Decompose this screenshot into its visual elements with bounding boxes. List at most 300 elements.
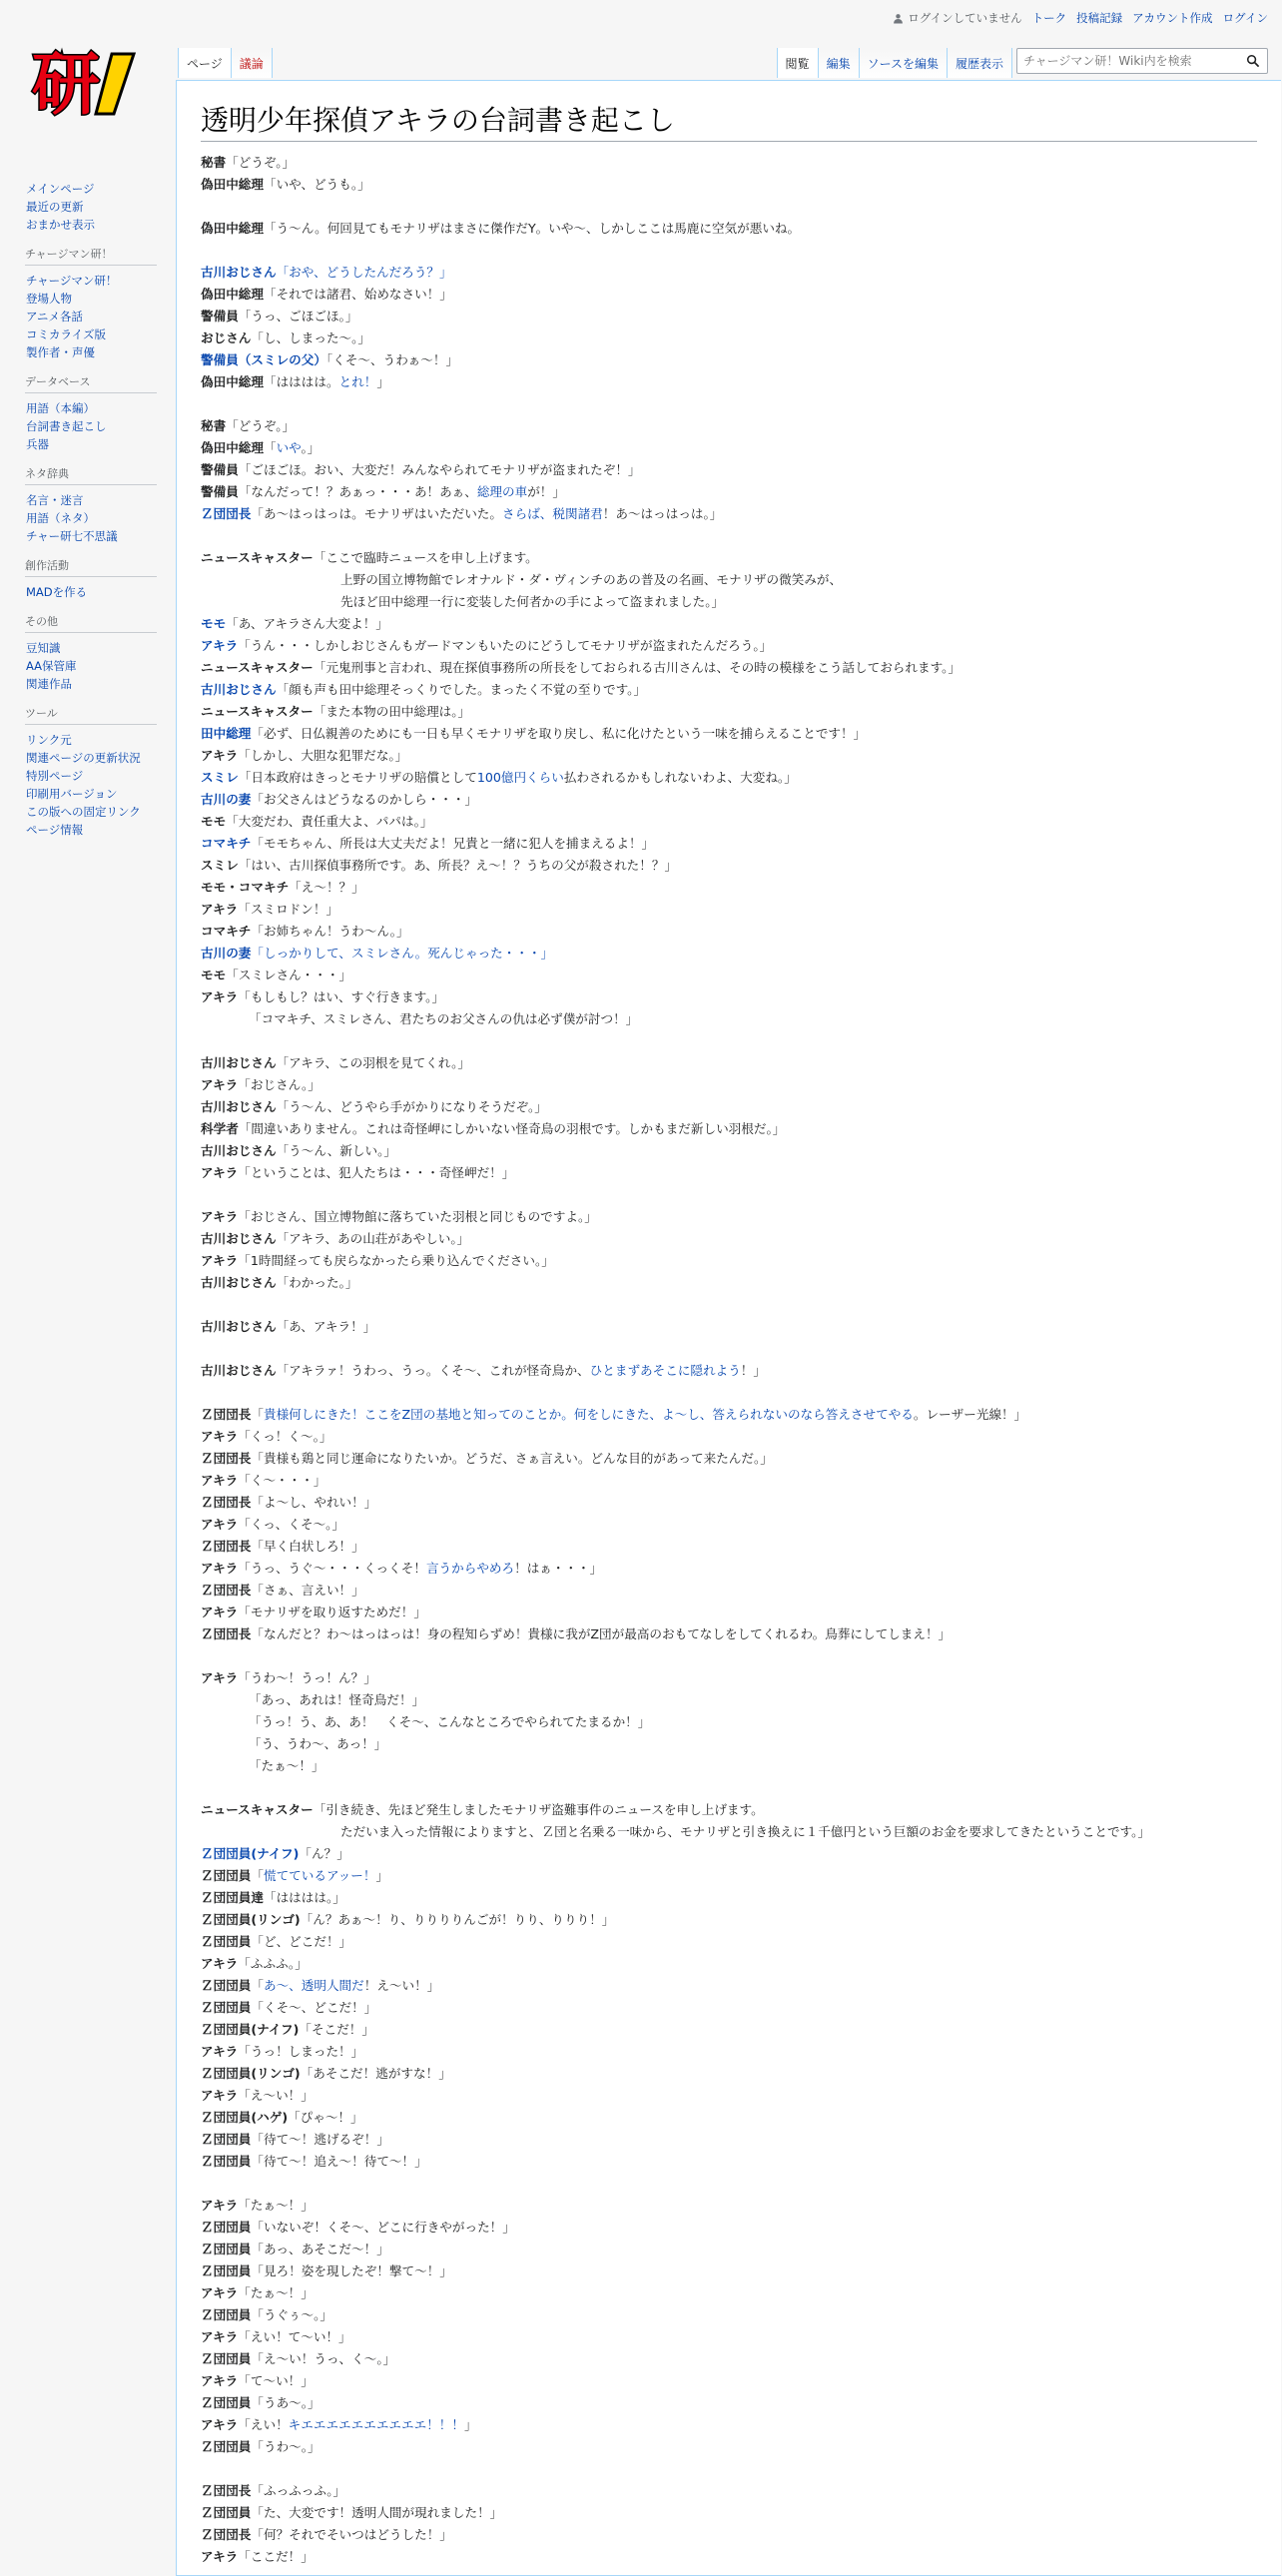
blank-line [201, 2458, 1257, 2480]
sidebar-item-label[interactable]: 印刷用バージョン [26, 787, 118, 801]
line-text: 「くっ！く～。」 [238, 1429, 332, 1444]
sidebar-item[interactable] [26, 639, 176, 657]
sidebar-item-label[interactable]: チャージマン研！ [26, 274, 118, 288]
speaker: アキラ [201, 1517, 239, 1532]
speaker: アキラ [201, 1165, 239, 1180]
search-input[interactable] [1017, 54, 1246, 68]
sidebar-item-label[interactable]: 登場人物 [26, 292, 72, 306]
dialogue-line [201, 2217, 1257, 2239]
dialogue-line [201, 1492, 1257, 1514]
sidebar-item[interactable] [26, 325, 176, 343]
sidebar-item[interactable] [26, 343, 176, 361]
dialogue-line [201, 1909, 1257, 1931]
search-box[interactable] [1016, 48, 1268, 74]
dialogue-line [201, 481, 1257, 503]
sidebar-item[interactable] [26, 767, 176, 785]
speaker: Ｚ団団員 [201, 1978, 252, 1993]
speaker: 偽田中総理 [201, 287, 264, 302]
content-area [176, 80, 1281, 2576]
speaker: 偽田中総理 [201, 221, 264, 236]
sidebar-item-label[interactable]: 関連ページの更新状況 [26, 751, 141, 765]
sidebar-portal [26, 705, 176, 839]
dialogue-line [201, 1096, 1257, 1118]
blank-line [201, 1777, 1257, 1799]
speaker: ニュースキャスター [201, 1802, 314, 1817]
line-text: 「たぁ～！」 [238, 2198, 314, 2213]
sidebar-item[interactable] [26, 435, 176, 453]
blank-line [201, 1294, 1257, 1316]
sidebar-item-label[interactable]: 用語（本編） [26, 401, 95, 415]
dialogue-line [201, 152, 1257, 174]
sidebar [0, 180, 176, 851]
line-text: 「え～い！うっ、く～。」 [251, 2351, 396, 2366]
line-text: 「待て～！追え～！待て～！」 [251, 2154, 427, 2169]
sidebar-heading: チャージマン研！ [25, 246, 157, 266]
blank-line [201, 1338, 1257, 1360]
contributions-link[interactable]: 投稿記録 [1076, 11, 1123, 25]
sidebar-heading: ツール [25, 705, 157, 725]
sidebar-item-label[interactable]: MADを作る [26, 585, 88, 599]
line-text: 「日本政府はきっとモナリザの賠償として [238, 770, 477, 785]
speaker: 偽田中総理 [201, 374, 264, 389]
sidebar-item[interactable] [26, 308, 176, 325]
speaker: Ｚ団団員 [201, 2505, 252, 2520]
line-text: 「早く白状しろ！」 [251, 1539, 364, 1554]
line-text: 「たぁ～！」 [249, 1758, 324, 1773]
line-text-tail: が！」 [527, 484, 565, 499]
dialogue-line [201, 1931, 1257, 1953]
speaker: Ｚ団団員 [201, 2351, 252, 2366]
line-text: 「はははは。」 [263, 1890, 345, 1905]
line-text: 「モナリザを取り返すためだ！」 [238, 1605, 426, 1619]
line-text-tail: 。レーザー光線！」 [913, 1407, 1027, 1422]
speaker: アキラ [201, 2285, 239, 2300]
line-text: 「そこだ！」 [299, 2022, 374, 2037]
speaker: 古川おじさん [201, 1099, 277, 1114]
line-text: 「どうぞ。」 [226, 418, 296, 433]
speaker: Ｚ団団員 [201, 1868, 252, 1883]
line-text: 「うっ、ごほごほ。」 [238, 309, 358, 323]
dialogue-line [201, 1250, 1257, 1272]
dialogue-line [201, 1689, 1257, 1711]
dialogue-line [201, 1272, 1257, 1294]
line-text: 「大変だわ、責任重大よ、パパは。」 [226, 814, 433, 829]
line-text: 「いないぞ！くそ～、どこに行きやがった！」 [251, 2220, 515, 2235]
speaker: アキラ [201, 2044, 239, 2059]
personal-tools [893, 10, 1268, 26]
tab-left-0[interactable]: ページ [178, 48, 232, 78]
dialogue-line [201, 1536, 1257, 1558]
speaker: 偽田中総理 [201, 440, 264, 455]
dialogue-line [201, 701, 1257, 723]
sidebar-item[interactable] [26, 272, 176, 290]
line-text: 「う～ん。何回見てもモナリザはまさに傑作だY。いや～、しかしここは馬鹿に空気が悪いね。 [263, 221, 801, 236]
dialogue-line [201, 613, 1257, 635]
speaker[interactable]: コマキチ [201, 836, 252, 851]
speaker: ニュースキャスター [201, 660, 314, 675]
line-text: 「あ、アキラ！」 [276, 1319, 376, 1334]
speaker: Ｚ団団員(リンゴ) [201, 1912, 301, 1927]
speaker: Ｚ団団員 [201, 2132, 252, 2147]
speaker: 警備員 [201, 484, 239, 499]
logo-graphic [30, 40, 150, 125]
namespace-tabs [178, 48, 273, 78]
blank-line [201, 1382, 1257, 1404]
tab-right-3[interactable]: 履歴表示 [948, 48, 1012, 78]
line-text: 「ぴゃ～！」 [288, 2110, 363, 2125]
dialogue-line [201, 2107, 1257, 2129]
tab-right-2[interactable]: ソースを編集 [860, 48, 948, 78]
line-text: 「おじさん、国立博物館に落ちていた羽根と同じものですよ。」 [238, 1209, 597, 1224]
speaker[interactable]: 警備員（スミレの父） [201, 352, 326, 367]
speaker: おじさん [201, 330, 252, 345]
sidebar-item-label[interactable]: 豆知識 [26, 641, 61, 655]
line-text: 「うぐぅ～。」 [251, 2307, 332, 2322]
dialogue-line [201, 965, 1257, 986]
speaker[interactable]: 古川の妻 [201, 946, 252, 961]
speaker: Ｚ団団長 [201, 1451, 252, 1466]
speaker: Ｚ団団員 [201, 2307, 252, 2322]
speaker[interactable]: Ｚ団団員(ナイフ) [201, 1846, 300, 1861]
dialogue-line [201, 1711, 1257, 1733]
speaker[interactable]: Ｚ団団長 [201, 506, 252, 521]
line-link[interactable]: あ～、透明人間だ [263, 1978, 364, 1993]
dialogue-line [201, 899, 1257, 921]
speaker: アキラ [201, 1473, 239, 1488]
line-text: 「なんだと？わ～はっはっは！身の程知らずめ！貴様に我がZ団が最高のおもてなしをしてくれるわ。鳥葬にしてしまえ！」 [251, 1626, 952, 1641]
line-link[interactable]: さらば、税関諸君 [502, 506, 603, 521]
sidebar-item-label[interactable]: ページ情報 [26, 823, 84, 837]
line-text: 「貴様も鶏と同じ運命になりたいか。どうだ、さぁ言えい。どんな目的があって来たんだ。」 [251, 1451, 773, 1466]
speaker[interactable]: スミレ [201, 770, 239, 785]
dialogue-line [201, 2129, 1257, 2151]
dialogue-line [201, 459, 1257, 481]
line-text: 「わかった。」 [276, 1275, 358, 1290]
sidebar-item[interactable] [26, 417, 176, 435]
line-text: 「うっ！う、あ、あ！ くそ～、こんなところでやられてたまるか！」 [249, 1714, 651, 1729]
speaker: アキラ [201, 1077, 239, 1092]
speaker: アキラ [201, 2417, 239, 2432]
line-text: ただいま入った情報によりますと、Ｚ団と名乗る一味から、モナリザと引き換えに１千億円という巨額のお金を要求してきたということです。」 [340, 1824, 1151, 1839]
sidebar-item[interactable] [26, 749, 176, 767]
dialogue-line [201, 1887, 1257, 1909]
line-text: 「うわ～。」 [251, 2439, 320, 2454]
line-link[interactable]: キエエエエエエエエエエ！！！ [288, 2417, 464, 2432]
speaker[interactable]: 田中総理 [201, 726, 252, 741]
sidebar-item[interactable] [26, 491, 176, 509]
dialogue-line [201, 679, 1257, 701]
line-link[interactable]: いや [276, 440, 302, 455]
speaker: Ｚ団団員 [201, 2395, 252, 2410]
line-text-tail: 」 [375, 1868, 389, 1883]
sidebar-item-label[interactable]: 最近の更新 [26, 200, 84, 214]
dialogue-line [201, 2480, 1257, 2502]
speaker[interactable]: アキラ [201, 638, 239, 653]
blank-line [201, 1184, 1257, 1206]
dialogue-line [201, 2546, 1257, 2568]
dialogue-line [201, 1162, 1257, 1184]
create-account-link[interactable]: アカウント作成 [1132, 11, 1213, 25]
line-text: 「必ず、日仏親善のためにも一日も早くモナリザを取り戻し、私に化けたという一味を捕らえることです！」 [251, 726, 867, 741]
line-text: 「はははは。 [263, 374, 339, 389]
line-text: 「うっ！しまった！」 [238, 2044, 364, 2059]
line-text-tail: 払わされるかもしれないわよ、大変ね。」 [563, 770, 797, 785]
speaker: ニュースキャスター [201, 704, 314, 719]
sidebar-item[interactable] [26, 509, 176, 527]
line-text: 「さぁ、言えい！」 [251, 1583, 364, 1598]
sidebar-item-label[interactable]: おまかせ表示 [26, 218, 95, 232]
line-text: 「あ～はっはっは。モナリザはいただいた。 [251, 506, 502, 521]
tab-right-0[interactable]: 閲覧 [777, 48, 819, 78]
user-status [893, 10, 1021, 26]
blank-line [201, 525, 1257, 547]
line-text: 「はい、古川探偵事務所です。あ、所長？え～！？うちの父が殺された！？」 [238, 858, 678, 873]
dialogue-line [201, 1118, 1257, 1140]
sidebar-portal [26, 465, 176, 545]
dialogue-line [201, 2239, 1257, 2260]
line-text: 「えい！て～い！」 [238, 2329, 351, 2344]
line-text[interactable]: 「しっかりして、スミレさん。死んじゃった・・・」 [251, 946, 554, 961]
sidebar-item[interactable] [26, 731, 176, 749]
speaker[interactable]: 古川の妻 [201, 792, 252, 807]
sidebar-item-label[interactable]: メインページ [26, 182, 95, 196]
sidebar-item-label[interactable]: 台詞書き起こし [26, 419, 107, 433]
speaker: モモ [201, 967, 227, 982]
line-text-tail: 」 [376, 374, 389, 389]
line-text: 「待て～！逃げるぞ！」 [251, 2132, 389, 2147]
dialogue-line [201, 877, 1257, 899]
dialogue-line [201, 349, 1257, 371]
talk-link[interactable]: トーク [1031, 11, 1067, 25]
line-text: 「う、うわ～、あっ！」 [249, 1736, 387, 1751]
speaker: Ｚ団団員(ナイフ) [201, 2022, 300, 2037]
line-text: 「しかし、大胆な犯罪だな。」 [238, 748, 408, 763]
dialogue-line [201, 1404, 1257, 1426]
sidebar-item-label[interactable]: アニメ各話 [26, 310, 83, 323]
sidebar-item[interactable] [26, 399, 176, 417]
sidebar-item-label[interactable]: リンク元 [26, 733, 72, 747]
line-text[interactable]: 「おや、どうしたんだろう？」 [276, 265, 452, 280]
line-text: 「うん・・・しかしおじさんもガードマンもいたのにどうしてモナリザが盗まれたんだろう。」 [238, 638, 773, 653]
speaker: アキラ [201, 2088, 239, 2103]
line-text: 「て～い！」 [238, 2373, 314, 2388]
speaker: アキラ [201, 2373, 239, 2388]
sidebar-portal [26, 373, 176, 453]
line-text: 「よ～し、やれい！」 [251, 1495, 377, 1510]
speaker: アキラ [201, 1429, 239, 1444]
line-text: 「何？それでそいつはどうした！」 [251, 2527, 452, 2542]
sidebar-item-label[interactable]: 兵器 [26, 437, 49, 451]
line-link[interactable]: 100億円くらい [476, 770, 564, 785]
line-text: 「ふっふっふ。」 [251, 2483, 346, 2498]
dialogue-line [201, 1316, 1257, 1338]
speaker: Ｚ団団員(ハゲ) [201, 2110, 289, 2125]
blank-line [201, 2173, 1257, 2195]
sidebar-item[interactable] [26, 290, 176, 308]
sidebar-item[interactable] [26, 583, 176, 601]
sidebar-item[interactable] [26, 180, 176, 198]
blank-line [201, 240, 1257, 262]
sidebar-item[interactable] [26, 821, 176, 839]
dialogue-line [201, 1140, 1257, 1162]
tab-right-1[interactable]: 編集 [819, 48, 860, 78]
speaker: アキラ [201, 2198, 239, 2213]
dialogue-line [201, 1426, 1257, 1448]
line-text: 「モモちゃん、所長は大丈夫だよ！兄貴と一緒に犯人を捕まえるよ！」 [251, 836, 655, 851]
blank-line [201, 196, 1257, 218]
line-text-tail: ！」 [740, 1363, 766, 1378]
sidebar-item[interactable] [26, 785, 176, 803]
sidebar-item-label[interactable]: 特別ページ [26, 769, 84, 783]
svg-text:研: 研 [32, 46, 101, 125]
sidebar-item-label[interactable]: 名言・迷言 [26, 493, 84, 507]
tab-left-1[interactable]: 議論 [232, 48, 273, 78]
dialogue-line [201, 2348, 1257, 2370]
site-logo[interactable] [30, 40, 150, 125]
speaker: コマキチ [201, 924, 252, 939]
dialogue-line [201, 1733, 1257, 1755]
dialogue-line [201, 745, 1257, 767]
speaker: Ｚ団団長 [201, 1583, 252, 1598]
dialogue-line [201, 811, 1257, 833]
dialogue-line [201, 2436, 1257, 2458]
line-text: 「顔も声も田中総理そっくりでした。まったく不覚の至りです。」 [276, 682, 647, 697]
dialogue-line [201, 1821, 1257, 1843]
line-text: 「えい！ [238, 2417, 289, 2432]
line-text-tail: ！はぁ・・・」 [514, 1561, 603, 1576]
dialogue-line [201, 2502, 1257, 2524]
dialogue-line [201, 2414, 1257, 2436]
line-link[interactable]: 慌てているアッー！ [263, 1868, 376, 1883]
dialogue-line [201, 547, 1257, 569]
dialogue-line [201, 657, 1257, 679]
dialogue-line [201, 1865, 1257, 1887]
line-text: 「うあ～。」 [251, 2395, 320, 2410]
dialogue-line [201, 1448, 1257, 1470]
dialogue-line [201, 1602, 1257, 1623]
line-link[interactable]: 言うからやめろ [425, 1561, 515, 1576]
line-text: 「あっ、あそこだ～！」 [251, 2242, 389, 2256]
dialogue-line [201, 855, 1257, 877]
line-text: 「引き続き、先ほど発生しましたモナリザ盗難事件のニュースを申し上げます。 [313, 1802, 764, 1817]
sidebar-item-label[interactable]: この版への固定リンク [26, 805, 141, 819]
line-text: 「ここで臨時ニュースを申し上げます。 [313, 550, 538, 565]
dialogue-line [201, 2326, 1257, 2348]
sidebar-item-label[interactable]: 用語（ネタ） [26, 511, 95, 525]
dialogue-line [201, 306, 1257, 327]
line-text: 「また本物の田中総理は。」 [313, 704, 471, 719]
sidebar-heading: ネタ辞典 [25, 465, 157, 485]
sidebar-item[interactable] [26, 657, 176, 675]
not-logged-in-text: ログインしていません [908, 11, 1022, 25]
speaker[interactable]: 古川おじさん [201, 265, 277, 280]
dialogue-line [201, 1997, 1257, 2019]
dialogue-line [201, 1206, 1257, 1228]
dialogue-line [201, 1623, 1257, 1645]
sidebar-item-label[interactable]: 製作者・声優 [26, 345, 95, 359]
line-text: 「くそ～、うわぁ～！」 [325, 352, 459, 367]
sidebar-item[interactable] [26, 198, 176, 216]
dialogue-line [201, 174, 1257, 196]
line-text: 先ほど田中総理一行に変装した何者かの手によって盗まれました。」 [340, 594, 725, 609]
speaker: アキラ [201, 2549, 239, 2564]
speaker: アキラ [201, 2329, 239, 2344]
line-text-tail: ！え～い！」 [363, 1978, 440, 1993]
line-link[interactable]: ひとまずあそこに隠れよう [589, 1363, 741, 1378]
dialogue-line [201, 2151, 1257, 2173]
line-link[interactable]: 貴様何しにきた！ここをZ団の基地と知ってのことか。何をしにきた、よ～し、答えられないのなら答えさせてやる [263, 1407, 914, 1422]
transcript [201, 152, 1257, 2568]
speaker: アキラ [201, 1253, 239, 1268]
sidebar-item[interactable] [26, 675, 176, 693]
line-text: 「1時間経っても戻らなかったら乗り込んでください。」 [238, 1253, 554, 1268]
line-link[interactable]: 総理の車 [476, 484, 528, 499]
line-text: 「た、大変です！透明人間が現れました！」 [251, 2505, 503, 2520]
dialogue-line [201, 1558, 1257, 1580]
user-icon [893, 13, 904, 24]
line-text: 「元鬼刑事と言われ、現在探偵事務所の所長をしておられる古川さんは、その時の模様をこう話しておられます。」 [313, 660, 962, 675]
dialogue-line [201, 1755, 1257, 1777]
sidebar-portal [26, 246, 176, 361]
sidebar-item-label[interactable]: 関連作品 [26, 677, 72, 691]
login-link[interactable]: ログイン [1222, 11, 1268, 25]
line-text: 「え～！？」 [289, 880, 364, 895]
dialogue-line [201, 767, 1257, 789]
speaker: 秘書 [201, 418, 227, 433]
speaker: 古川おじさん [201, 1143, 277, 1158]
dialogue-line [201, 415, 1257, 437]
speaker: アキラ [201, 1561, 239, 1576]
dialogue-line [201, 437, 1257, 459]
line-text: 「ごほごほ。おい、大変だ！みんなやられてモナリザが盗まれたぞ！」 [238, 462, 641, 477]
sidebar-item[interactable] [26, 527, 176, 545]
sidebar-item-label[interactable]: コミカライズ版 [26, 327, 107, 341]
line-text: 「くっ、くそ～。」 [238, 1517, 345, 1532]
line-text-tail: 」 [463, 2417, 477, 2432]
sidebar-item[interactable] [26, 216, 176, 234]
line-text-tail: 。」 [301, 440, 320, 455]
dialogue-line [201, 2304, 1257, 2326]
line-link[interactable]: とれ！ [338, 374, 377, 389]
line-text: 「間違いありません。これは奇怪岬にしかいない怪奇鳥の羽根です。しかもまだ新しい羽根だ。」 [238, 1121, 786, 1136]
dialogue-line [201, 1843, 1257, 1865]
dialogue-line [201, 1514, 1257, 1536]
search-icon[interactable] [1246, 54, 1260, 68]
dialogue-line [201, 1953, 1257, 1975]
speaker: 古川おじさん [201, 1231, 277, 1246]
view-tabs [777, 48, 1012, 78]
line-text: 「アキラ、あの山荘があやしい。」 [276, 1231, 470, 1246]
speaker: Ｚ団団長 [201, 2483, 252, 2498]
speaker[interactable]: モモ [201, 616, 227, 631]
sidebar-item[interactable] [26, 803, 176, 821]
sidebar-heading: 創作活動 [25, 557, 157, 577]
dialogue-line [201, 2524, 1257, 2546]
line-text: 「どうぞ。」 [226, 155, 296, 170]
speaker: Ｚ団団長 [201, 1407, 252, 1422]
line-text: 「う～ん、新しい。」 [276, 1143, 396, 1158]
dialogue-line [201, 1975, 1257, 1997]
line-text: 「あそこだ！逃がすな！」 [300, 2066, 451, 2081]
dialogue-line [201, 635, 1257, 657]
sidebar-portal [26, 613, 176, 693]
speaker[interactable]: 古川おじさん [201, 682, 277, 697]
sidebar-item-label[interactable]: AA保管庫 [26, 659, 77, 673]
sidebar-item-label[interactable]: チャー研七不思議 [26, 529, 118, 543]
line-text: 「アキラァ！うわっ、うっ。くそ～、これが怪奇鳥か、 [276, 1363, 590, 1378]
line-text: 「コマキチ、スミレさん、君たちのお父さんの仇は必ず僕が討つ！」 [249, 1011, 639, 1026]
line-text: 「し、しまった～。」 [251, 330, 371, 345]
